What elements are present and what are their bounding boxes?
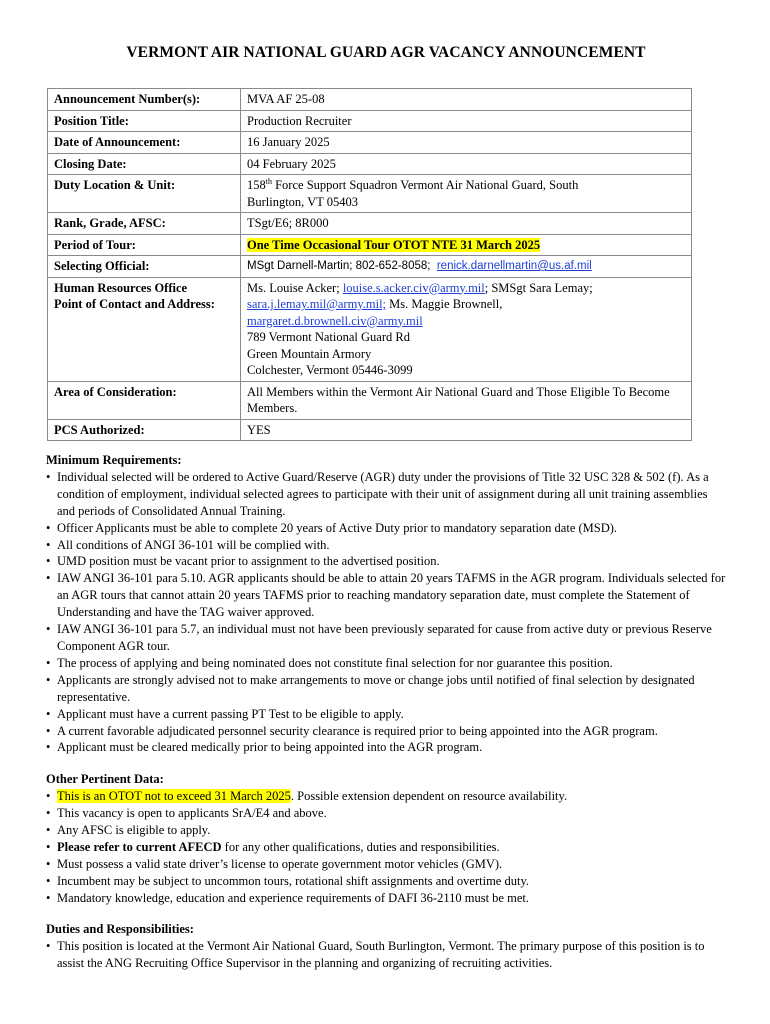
hr-office-label-line1: Human Resources Office [54,280,188,295]
other-pertinent-data-heading: Other Pertinent Data: [46,772,164,787]
pcs-authorized-label: PCS Authorized: [48,419,241,441]
area-of-consideration-label: Area of Consideration: [48,381,241,419]
list-item: • This vacancy is open to applicants SrA/E4 and above. [46,805,726,822]
list-item [46,839,726,856]
other-pertinent-data-section [46,771,726,907]
afecd-bold-text: Please refer to current AFECD [57,840,222,855]
table-row [48,277,692,381]
hr-address-line-3: Colchester, Vermont 05446-3099 [247,363,413,377]
selecting-official-cell [241,256,692,278]
table-row [48,89,692,111]
list-item: • UMD position must be vacant prior to assignment to the advertised position. [46,553,726,570]
hr-email-link-2[interactable]: sara.j.lemay.mil@army.mil; [247,297,387,311]
announcement-date-label: Date of Announcement: [48,132,241,154]
list-item: • The process of applying and being nominated does not constitute final selection for nor guarantee this position. [46,655,726,672]
area-of-consideration-value: All Members within the Vermont Air National Guard and Those Eligible To Become Members. [241,381,692,419]
minimum-requirements-list [46,469,726,756]
other-pertinent-data-list [46,788,726,907]
duties-section [46,921,726,972]
selecting-official-label: Selecting Official: [48,256,241,278]
pcs-authorized-value: YES [241,419,692,441]
duty-location-unit: Force Support Squadron Vermont Air National Guard, South [271,178,579,192]
duties-heading: Duties and Responsibilities: [46,922,194,937]
announcement-info-table [47,88,692,441]
list-item: • A current favorable adjudicated personnel security clearance is required prior to being appointed into the AGR program. [46,723,726,740]
duty-location-city: Burlington, VT 05403 [247,194,359,209]
list-item: • All conditions of ANGI 36-101 will be complied with. [46,537,726,554]
page-title: VERMONT AIR NATIONAL GUARD AGR VACANCY ANNOUNCEMENT [126,44,646,61]
hr-contact-name-3: Ms. Maggie Brownell, [386,297,503,311]
position-title-label: Position Title: [48,110,241,132]
duty-location-number: 158 [247,178,266,192]
hr-contact-name-2: ; SMSgt Sara Lemay; [484,280,593,295]
selecting-official-value: MSgt Darnell-Martin; 802-652-8058; [247,260,431,272]
list-item: • Mandatory knowledge, education and experience requirements of DAFI 36-2110 must be met. [46,890,726,907]
position-title-value: Production Recruiter [241,110,692,132]
list-item: • Applicant must have a current passing PT Test to be eligible to apply. [46,706,726,723]
otot-highlight-text: This is an OTOT not to exceed 31 March 2025 [57,789,291,804]
hr-address-line-2: Green Mountain Armory [247,346,372,361]
table-row [48,419,692,441]
hr-email-link-3[interactable]: margaret.d.brownell.civ@army.mil [247,313,423,328]
announcement-number-label: Announcement Number(s): [48,89,241,111]
announcement-number-value: MVA AF 25-08 [241,89,692,111]
closing-date-label: Closing Date: [48,153,241,175]
duty-location-suffix: th [265,176,272,186]
duty-location-label: Duty Location & Unit: [48,175,241,213]
hr-office-label [48,277,241,381]
list-item: • Any AFSC is eligible to apply. [46,822,726,839]
otot-rest-text: . Possible extension dependent on resource availability. [290,789,568,804]
duties-list [46,938,726,972]
duty-location-value [241,175,692,213]
table-row [48,175,692,213]
list-item: • Incumbent may be subject to uncommon tours, rotational shift assignments and overtime duty. [46,873,726,890]
hr-email-link-1[interactable]: louise.s.acker.civ@army.mil [342,280,485,295]
list-item: • This position is located at the Vermont Air National Guard, South Burlington, Vermont. The primary purpose of this position is to assist the ANG Recruiting Office Supervisor in the planning and organizing of recruiting activities. [46,938,726,972]
table-row [48,132,692,154]
table-row [48,381,692,419]
announcement-date-value: 16 January 2025 [241,132,692,154]
period-of-tour-label: Period of Tour: [48,234,241,256]
list-item [46,788,726,805]
period-of-tour-value: One Time Occasional Tour OTOT NTE 31 March 2025 [247,237,541,252]
afecd-rest-text: for any other qualifications, duties and responsibilities. [221,840,500,855]
minimum-requirements-heading: Minimum Requirements: [46,453,182,467]
hr-address-line-1: 789 Vermont National Guard Rd [247,330,410,344]
table-row [48,256,692,278]
rank-grade-afsc-label: Rank, Grade, AFSC: [48,213,241,235]
hr-office-value [241,277,692,381]
period-of-tour-cell [241,234,692,256]
table-row [48,234,692,256]
hr-office-label-line2: Point of Contact and Address: [54,297,215,311]
list-item: • Applicants are strongly advised not to make arrangements to move or change jobs until notified of final selection by designated representative. [46,672,726,706]
list-item: • Must possess a valid state driver’s license to operate government motor vehicles (GMV). [46,856,726,873]
table-row [48,110,692,132]
table-row [48,213,692,235]
minimum-requirements-section [46,452,726,756]
list-item: • IAW ANGI 36-101 para 5.10. AGR applicants should be able to attain 20 years TAFMS in the AGR program. Individuals selected for an AGR tours that cannot attain 20 years TAFMS prior to reaching mandatory separation date, must complete the Statement of Understanding and have the TAG waiver approved. [46,570,726,621]
list-item: • Individual selected will be ordered to Active Guard/Reserve (AGR) duty under the provisions of Title 32 USC 328 & 502 (f). As a condition of employment, individual selected agrees to participate with their unit of assignment during all unit training assemblies and periods of Consolidated Annual Training. [46,469,726,520]
list-item: • IAW ANGI 36-101 para 5.7, an individual must not have been previously separated for cause from active duty or previous Reserve Component AGR tour. [46,621,726,655]
list-item: • Officer Applicants must be able to complete 20 years of Active Duty prior to mandatory separation date (MSD). [46,520,726,537]
hr-contact-name-1: Ms. Louise Acker; [247,280,340,295]
closing-date-value: 04 February 2025 [241,153,692,175]
list-item: • Applicant must be cleared medically prior to being appointed into the AGR program. [46,739,726,756]
selecting-official-email-link[interactable]: renick.darnellmartin@us.af.mil [436,260,592,272]
table-row [48,153,692,175]
rank-grade-afsc-value: TSgt/E6; 8R000 [241,213,692,235]
